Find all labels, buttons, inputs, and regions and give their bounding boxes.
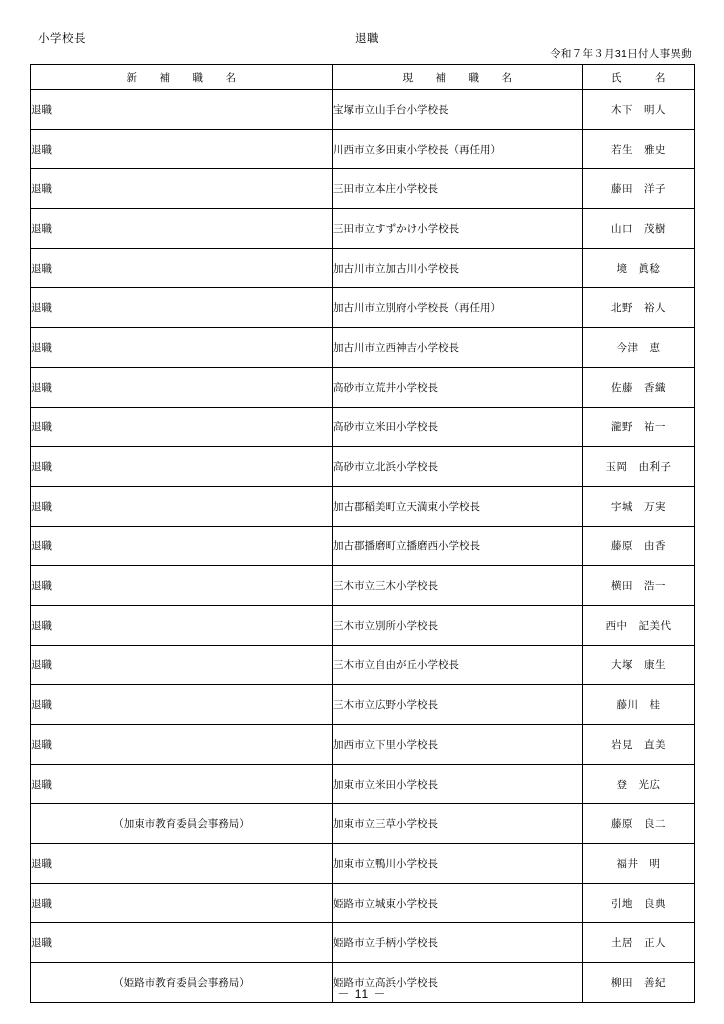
- cell-current-post: 宝塚市立山手台小学校長: [333, 90, 583, 130]
- table-row: [31, 566, 695, 606]
- cell-new-post: 退職: [31, 605, 333, 645]
- cell-current-post: 高砂市立北浜小学校長: [333, 447, 583, 487]
- column-header-name: 氏 名: [583, 65, 695, 90]
- personnel-table: [30, 64, 695, 1003]
- cell-new-post: 退職: [31, 526, 333, 566]
- cell-new-post: （姫路市教育委員会事務局）: [31, 963, 333, 1003]
- cell-new-post: 退職: [31, 566, 333, 606]
- cell-current-post: 三田市立すずかけ小学校長: [333, 209, 583, 249]
- cell-new-post: 退職: [31, 407, 333, 447]
- cell-new-post: 退職: [31, 169, 333, 209]
- table-row: [31, 883, 695, 923]
- cell-new-post: 退職: [31, 725, 333, 765]
- cell-name: 境 眞稔: [583, 248, 695, 288]
- table-row: [31, 288, 695, 328]
- cell-name: 北野 裕人: [583, 288, 695, 328]
- cell-new-post: 退職: [31, 486, 333, 526]
- document-header: [30, 30, 694, 64]
- cell-new-post: 退職: [31, 367, 333, 407]
- cell-current-post: 三木市立広野小学校長: [333, 685, 583, 725]
- cell-name: 瀧野 祐一: [583, 407, 695, 447]
- cell-name: 柳田 善紀: [583, 963, 695, 1003]
- cell-new-post: 退職: [31, 288, 333, 328]
- cell-current-post: 川西市立多田東小学校長（再任用）: [333, 129, 583, 169]
- cell-new-post: 退職: [31, 209, 333, 249]
- cell-name: 藤原 良二: [583, 804, 695, 844]
- table-row: [31, 447, 695, 487]
- cell-current-post: 加東市立鴨川小学校長: [333, 844, 583, 884]
- cell-new-post: 退職: [31, 248, 333, 288]
- cell-current-post: 高砂市立米田小学校長: [333, 407, 583, 447]
- cell-current-post: 加古川市立西神吉小学校長: [333, 328, 583, 368]
- cell-name: 宇城 万実: [583, 486, 695, 526]
- table-row: [31, 367, 695, 407]
- table-row: [31, 407, 695, 447]
- cell-current-post: 三木市立自由が丘小学校長: [333, 645, 583, 685]
- table-row: [31, 209, 695, 249]
- table-row: [31, 844, 695, 884]
- cell-current-post: 加西市立下里小学校長: [333, 725, 583, 765]
- cell-name: 土居 正人: [583, 923, 695, 963]
- table-row: [31, 923, 695, 963]
- cell-name: 玉岡 由利子: [583, 447, 695, 487]
- cell-name: 山口 茂樹: [583, 209, 695, 249]
- cell-current-post: 姫路市立手柄小学校長: [333, 923, 583, 963]
- cell-new-post: 退職: [31, 764, 333, 804]
- cell-name: 藤原 由香: [583, 526, 695, 566]
- cell-name: 引地 良典: [583, 883, 695, 923]
- cell-current-post: 加古郡稲美町立天満東小学校長: [333, 486, 583, 526]
- table-row: [31, 169, 695, 209]
- table-row: [31, 685, 695, 725]
- cell-name: 横田 浩一: [583, 566, 695, 606]
- cell-name: 木下 明人: [583, 90, 695, 130]
- cell-current-post: 三田市立本庄小学校長: [333, 169, 583, 209]
- table-row: [31, 328, 695, 368]
- cell-name: 若生 雅史: [583, 129, 695, 169]
- cell-current-post: 加東市立三草小学校長: [333, 804, 583, 844]
- cell-name: 西中 記美代: [583, 605, 695, 645]
- cell-name: 今津 恵: [583, 328, 695, 368]
- cell-new-post: 退職: [31, 328, 333, 368]
- table-row: [31, 486, 695, 526]
- page-number: － 11 －: [337, 987, 387, 1001]
- table-row: [31, 804, 695, 844]
- table-row: [31, 764, 695, 804]
- table-row: [31, 645, 695, 685]
- cell-name: 佐藤 香織: [583, 367, 695, 407]
- table-row: [31, 605, 695, 645]
- table-header: [31, 65, 695, 90]
- cell-name: 藤田 洋子: [583, 169, 695, 209]
- cell-current-post: 加東市立米田小学校長: [333, 764, 583, 804]
- column-header-new-post: 新 補 職 名: [31, 65, 333, 90]
- cell-current-post: 加古郡播磨町立播磨西小学校長: [333, 526, 583, 566]
- cell-new-post: 退職: [31, 129, 333, 169]
- cell-new-post: 退職: [31, 685, 333, 725]
- cell-current-post: 三木市立別所小学校長: [333, 605, 583, 645]
- cell-new-post: 退職: [31, 883, 333, 923]
- cell-new-post: 退職: [31, 447, 333, 487]
- cell-new-post: 退職: [31, 844, 333, 884]
- cell-current-post: 三木市立三木小学校長: [333, 566, 583, 606]
- table-row: [31, 526, 695, 566]
- cell-new-post: 退職: [31, 923, 333, 963]
- cell-current-post: 加古川市立別府小学校長（再任用）: [333, 288, 583, 328]
- cell-name: 大塚 康生: [583, 645, 695, 685]
- table-row: [31, 725, 695, 765]
- page-title-left: 小学校長: [38, 33, 86, 45]
- cell-current-post: 加古川市立加古川小学校長: [333, 248, 583, 288]
- cell-name: 福井 明: [583, 844, 695, 884]
- cell-name: 藤川 桂: [583, 685, 695, 725]
- cell-current-post: 高砂市立荒井小学校長: [333, 367, 583, 407]
- cell-new-post: 退職: [31, 90, 333, 130]
- column-header-current-post: 現 補 職 名: [333, 65, 583, 90]
- cell-new-post: 退職: [31, 645, 333, 685]
- cell-new-post: （加東市教育委員会事務局）: [31, 804, 333, 844]
- page-title-center: 退職: [355, 33, 379, 45]
- table-row: [31, 129, 695, 169]
- cell-current-post: 姫路市立高浜小学校長: [333, 963, 583, 1003]
- cell-current-post: 姫路市立城東小学校長: [333, 883, 583, 923]
- page-subtitle-right: 令和７年３月31日付人事異動: [550, 48, 692, 60]
- cell-name: 岩見 直美: [583, 725, 695, 765]
- table-row: [31, 248, 695, 288]
- table-header-row: [31, 65, 695, 90]
- table-body: [31, 90, 695, 1003]
- cell-name: 登 光広: [583, 764, 695, 804]
- table-row: [31, 90, 695, 130]
